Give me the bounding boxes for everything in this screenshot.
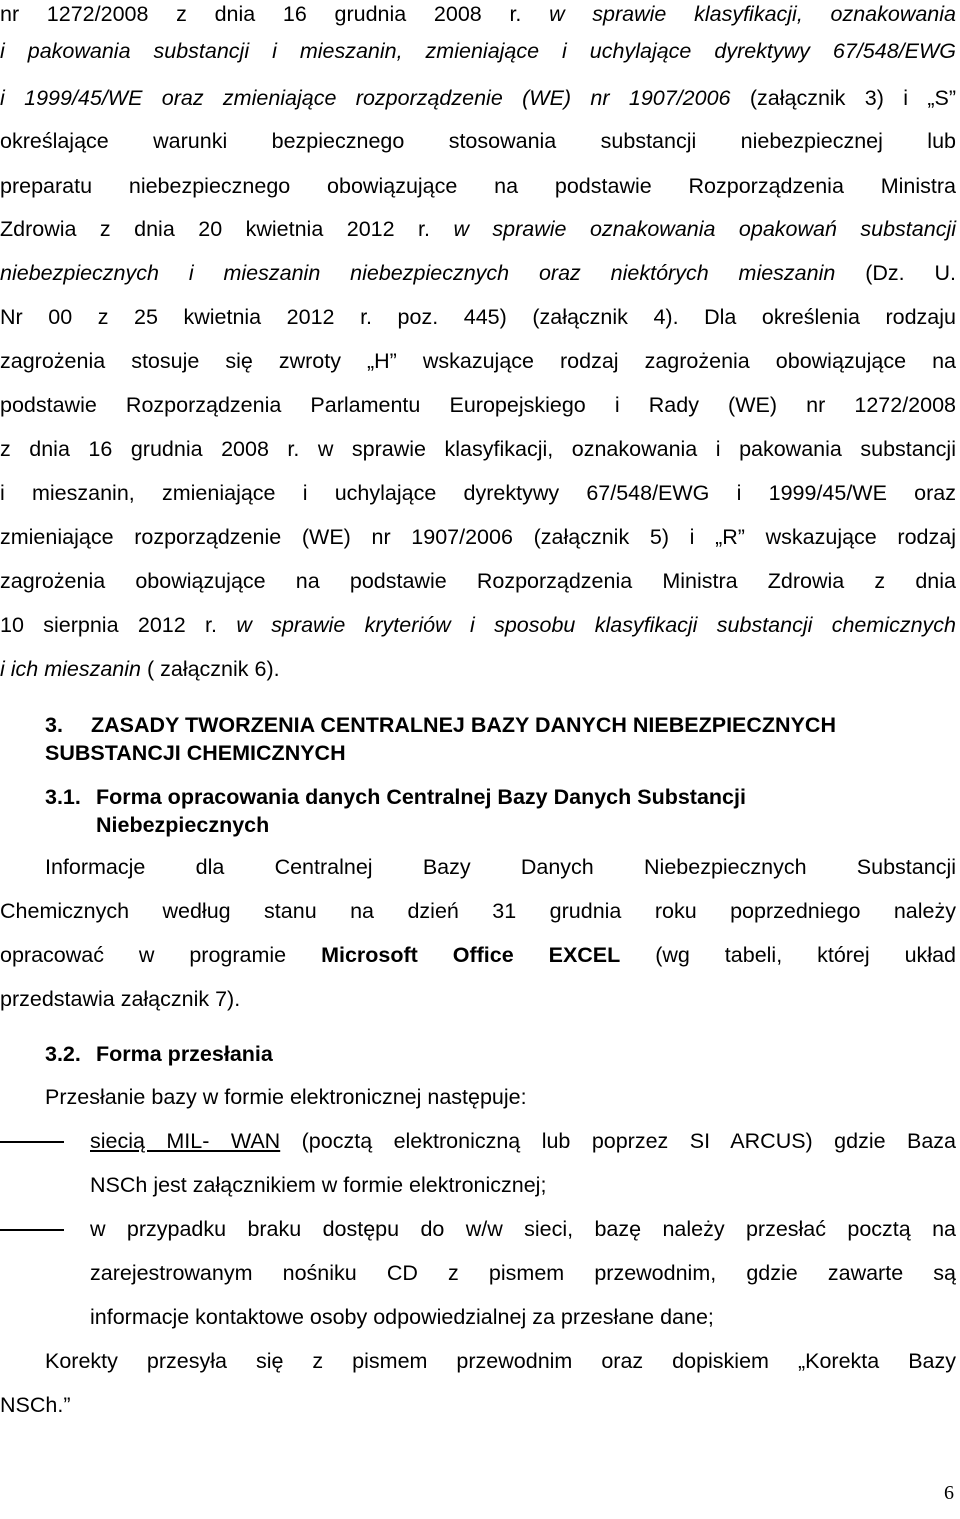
body-line: niebezpiecznych i mieszanin niebezpiecznych oraz niektórych mieszanin (Dz. U. bbox=[0, 261, 956, 285]
list-item-line: zarejestrowanym nośniku CD z pismem przewodnim, gdzie zawarte są bbox=[90, 1261, 956, 1285]
body-line: opracować w programie Microsoft Office EXCEL (wg tabeli, której układ bbox=[0, 943, 956, 967]
body-line: przedstawia załącznik 7). bbox=[0, 987, 241, 1011]
body-line: i ich mieszanin ( załącznik 6). bbox=[0, 657, 280, 681]
body-line: określające warunki bezpiecznego stosowania substancji niebezpiecznej lub bbox=[0, 129, 956, 153]
list-item-line: w przypadku braku dostępu do w/w sieci, bazę należy przesłać pocztą na bbox=[90, 1217, 956, 1241]
body-line: zagrożenia obowiązujące na podstawie Rozporządzenia Ministra Zdrowia z dnia bbox=[0, 569, 956, 593]
body-line: Chemicznych według stanu na dzień 31 grudnia roku poprzedniego należy bbox=[0, 899, 956, 923]
body-line: Nr 00 z 25 kwietnia 2012 r. poz. 445) (załącznik 4). Dla określenia rodzaju bbox=[0, 305, 956, 329]
subsection-number: 3.1. bbox=[45, 785, 81, 809]
list-item-line: NSCh jest załącznikiem w formie elektronicznej; bbox=[90, 1173, 547, 1197]
subsection-title: Forma przesłania bbox=[96, 1042, 273, 1066]
body-line: nr 1272/2008 z dnia 16 grudnia 2008 r. w sprawie klasyfikacji, oznakowania bbox=[0, 2, 956, 26]
page-number: 6 bbox=[944, 1482, 954, 1504]
body-line: i 1999/45/WE oraz zmieniające rozporządzenie (WE) nr 1907/2006 (załącznik 3) i „S” bbox=[0, 86, 956, 110]
body-line: Korekty przesyła się z pismem przewodnim oraz dopiskiem „Korekta Bazy bbox=[45, 1349, 956, 1373]
body-line: z dnia 16 grudnia 2008 r. w sprawie klasyfikacji, oznakowania i pakowania substancji bbox=[0, 437, 956, 461]
body-line: podstawie Rozporządzenia Parlamentu Europejskiego i Rady (WE) nr 1272/2008 bbox=[0, 393, 956, 417]
body-line: zagrożenia stosuje się zwroty „H” wskazujące rodzaj zagrożenia obowiązujące na bbox=[0, 349, 956, 373]
body-line: Informacje dla Centralnej Bazy Danych Niebezpiecznych Substancji bbox=[45, 855, 956, 879]
list-dash bbox=[0, 1141, 64, 1143]
body-line: i mieszanin, zmieniające i uchylające dyrektywy 67/548/EWG i 1999/45/WE oraz bbox=[0, 481, 956, 505]
body-line: zmieniające rozporządzenie (WE) nr 1907/2006 (załącznik 5) i „R” wskazujące rodzaj bbox=[0, 525, 956, 549]
body-line: Przesłanie bazy w formie elektronicznej następuje: bbox=[45, 1085, 527, 1109]
section-number: 3. bbox=[45, 713, 63, 737]
list-item-line: siecią MIL- WAN (pocztą elektroniczną lub poprzez SI ARCUS) gdzie Baza bbox=[90, 1129, 956, 1153]
list-dash bbox=[0, 1229, 64, 1231]
subsection-number: 3.2. bbox=[45, 1042, 81, 1066]
subsection-title: Forma opracowania danych Centralnej Bazy Danych Substancji bbox=[96, 785, 746, 809]
section-title: ZASADY TWORZENIA CENTRALNEJ BAZY DANYCH NIEBEZPIECZNYCH bbox=[91, 713, 836, 737]
body-line: i pakowania substancji i mieszanin, zmieniające i uchylające dyrektywy 67/548/EWG bbox=[0, 39, 956, 63]
body-line: preparatu niebezpiecznego obowiązujące na podstawie Rozporządzenia Ministra bbox=[0, 174, 956, 198]
body-line: 10 sierpnia 2012 r. w sprawie kryteriów i sposobu klasyfikacji substancji chemicznych bbox=[0, 613, 956, 637]
subsection-title: Niebezpiecznych bbox=[96, 813, 270, 837]
body-line: NSCh.” bbox=[0, 1393, 71, 1417]
body-line: Zdrowia z dnia 20 kwietnia 2012 r. w sprawie oznakowania opakowań substancji bbox=[0, 217, 956, 241]
section-title: SUBSTANCJI CHEMICZNYCH bbox=[45, 741, 346, 765]
list-item-line: informacje kontaktowe osoby odpowiedzialnej za przesłane dane; bbox=[90, 1305, 714, 1329]
